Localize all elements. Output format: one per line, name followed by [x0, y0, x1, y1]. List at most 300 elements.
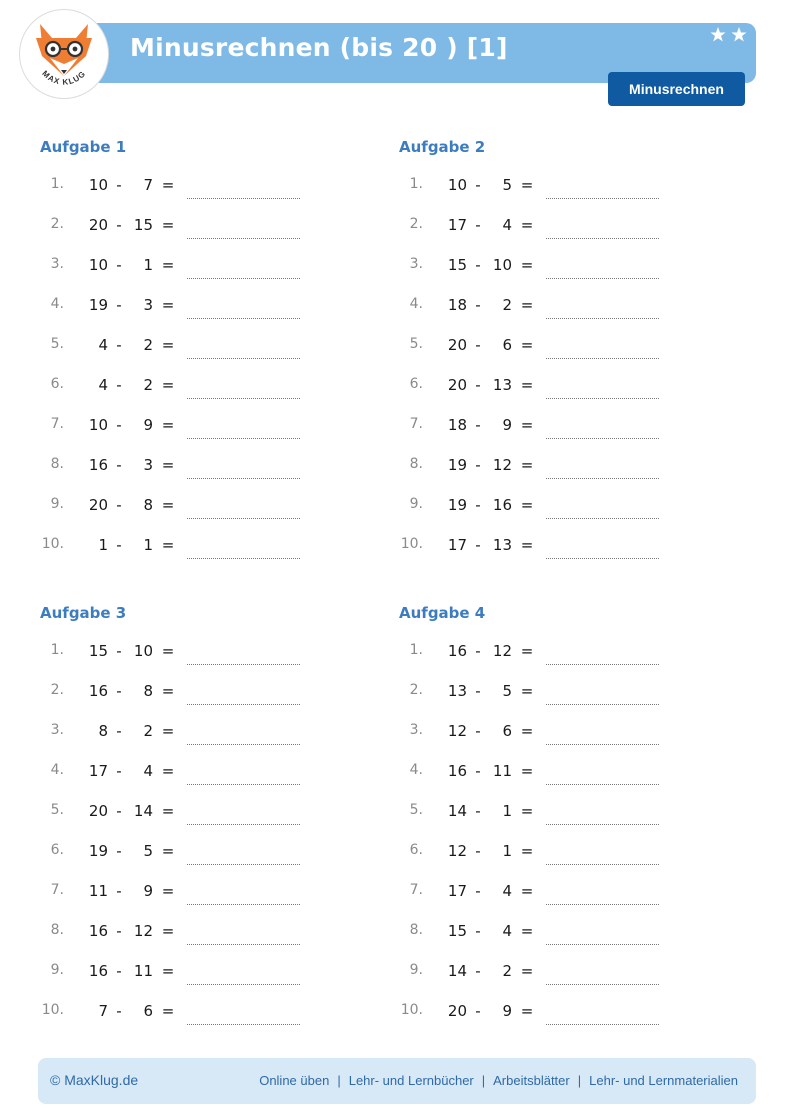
subtrahend: 2 — [143, 336, 153, 354]
minus-sign: - — [475, 682, 481, 700]
problem-row — [399, 326, 729, 366]
minuend: 19 — [447, 456, 467, 474]
minuend: 20 — [88, 496, 108, 514]
answer-line[interactable] — [546, 1024, 659, 1025]
minuend: 10 — [88, 256, 108, 274]
answer-line[interactable] — [546, 358, 659, 359]
problem-row — [399, 406, 729, 446]
minus-sign: - — [475, 256, 481, 274]
minuend: 14 — [447, 802, 467, 820]
problem-number: 10. — [400, 536, 423, 552]
answer-line[interactable] — [546, 238, 659, 239]
equals-sign: = — [161, 1002, 175, 1020]
answer-line[interactable] — [546, 558, 659, 559]
star-icon — [732, 27, 747, 42]
equals-sign: = — [520, 842, 534, 860]
minuend: 12 — [447, 722, 467, 740]
subtrahend: 1 — [502, 842, 512, 860]
answer-line[interactable] — [187, 744, 300, 745]
footer-link-lernbuecher[interactable]: Lehr- und Lernbücher — [348, 1073, 474, 1088]
minuend: 20 — [88, 802, 108, 820]
answer-line[interactable] — [187, 278, 300, 279]
answer-line[interactable] — [187, 784, 300, 785]
equals-sign: = — [520, 336, 534, 354]
problem-number: 5. — [409, 336, 423, 352]
minuend: 13 — [447, 682, 467, 700]
answer-line[interactable] — [546, 824, 659, 825]
minus-sign: - — [475, 722, 481, 740]
problem-row — [399, 672, 729, 712]
problem-row — [399, 632, 729, 672]
equals-sign: = — [161, 456, 175, 474]
subtrahend: 5 — [502, 176, 512, 194]
subtrahend: 12 — [492, 642, 512, 660]
answer-line[interactable] — [187, 664, 300, 665]
equals-sign: = — [520, 722, 534, 740]
equals-sign: = — [520, 216, 534, 234]
equals-sign: = — [161, 762, 175, 780]
problem-number: 6. — [50, 842, 64, 858]
equals-sign: = — [161, 842, 175, 860]
problem-row — [40, 446, 370, 486]
minus-sign: - — [116, 682, 122, 700]
problem-row — [399, 206, 729, 246]
answer-line[interactable] — [187, 438, 300, 439]
subtrahend: 4 — [502, 216, 512, 234]
minuend: 16 — [447, 642, 467, 660]
problem-number: 3. — [409, 256, 423, 272]
subtrahend: 9 — [143, 416, 153, 434]
subtrahend: 1 — [143, 256, 153, 274]
subtrahend: 9 — [143, 882, 153, 900]
problem-number: 7. — [409, 882, 423, 898]
subtrahend: 4 — [143, 762, 153, 780]
problem-row — [399, 286, 729, 326]
minuend: 15 — [447, 256, 467, 274]
subtrahend: 15 — [133, 216, 153, 234]
problem-number: 4. — [409, 296, 423, 312]
answer-line[interactable] — [546, 744, 659, 745]
minuend: 16 — [88, 962, 108, 980]
problem-row — [40, 912, 370, 952]
equals-sign: = — [161, 802, 175, 820]
subtrahend: 2 — [502, 962, 512, 980]
problem-row — [399, 486, 729, 526]
minuend: 20 — [447, 1002, 467, 1020]
minuend: 7 — [98, 1002, 108, 1020]
problem-row — [399, 526, 729, 566]
problem-row — [40, 672, 370, 712]
minuend: 19 — [88, 842, 108, 860]
equals-sign: = — [520, 922, 534, 940]
minus-sign: - — [475, 216, 481, 234]
minuend: 20 — [447, 336, 467, 354]
equals-sign: = — [520, 682, 534, 700]
equals-sign: = — [161, 922, 175, 940]
problem-row — [40, 246, 370, 286]
subtrahend: 10 — [492, 256, 512, 274]
problem-row — [399, 246, 729, 286]
section-title: Aufgabe 4 — [399, 604, 486, 622]
answer-line[interactable] — [546, 664, 659, 665]
minus-sign: - — [116, 802, 122, 820]
problem-number: 9. — [50, 962, 64, 978]
category-badge[interactable]: Minusrechnen — [608, 72, 745, 106]
problem-number: 10. — [41, 1002, 64, 1018]
minus-sign: - — [116, 762, 122, 780]
equals-sign: = — [161, 536, 175, 554]
footer — [38, 1058, 756, 1104]
subtrahend: 6 — [502, 336, 512, 354]
fox-icon — [20, 10, 108, 98]
equals-sign: = — [520, 456, 534, 474]
minus-sign: - — [475, 176, 481, 194]
problem-number: 7. — [409, 416, 423, 432]
minuend: 16 — [447, 762, 467, 780]
subtrahend: 1 — [143, 536, 153, 554]
equals-sign: = — [520, 882, 534, 900]
minus-sign: - — [475, 802, 481, 820]
answer-line[interactable] — [187, 904, 300, 905]
problem-number: 1. — [50, 642, 64, 658]
minus-sign: - — [116, 216, 122, 234]
exercise-section — [399, 604, 739, 1044]
minus-sign: - — [116, 296, 122, 314]
problem-number: 3. — [409, 722, 423, 738]
minuend: 8 — [98, 722, 108, 740]
minuend: 20 — [447, 376, 467, 394]
equals-sign: = — [520, 296, 534, 314]
minuend: 10 — [88, 176, 108, 194]
equals-sign: = — [161, 296, 175, 314]
exercise-section — [40, 138, 380, 578]
subtrahend: 8 — [143, 496, 153, 514]
problem-row — [40, 406, 370, 446]
problem-row — [399, 872, 729, 912]
answer-line[interactable] — [187, 478, 300, 479]
minuend: 17 — [447, 536, 467, 554]
minus-sign: - — [116, 722, 122, 740]
equals-sign: = — [520, 256, 534, 274]
problem-number: 6. — [409, 376, 423, 392]
problem-number: 7. — [50, 882, 64, 898]
answer-line[interactable] — [546, 318, 659, 319]
problem-number: 8. — [50, 922, 64, 938]
subtrahend: 2 — [502, 296, 512, 314]
equals-sign: = — [520, 376, 534, 394]
problem-row — [40, 952, 370, 992]
answer-line[interactable] — [187, 1024, 300, 1025]
minuend: 16 — [88, 922, 108, 940]
equals-sign: = — [520, 762, 534, 780]
problem-number: 2. — [50, 216, 64, 232]
answer-line[interactable] — [187, 824, 300, 825]
answer-line[interactable] — [187, 518, 300, 519]
problem-row — [399, 912, 729, 952]
minus-sign: - — [475, 762, 481, 780]
minuend: 4 — [98, 336, 108, 354]
subtrahend: 13 — [492, 536, 512, 554]
problem-row — [40, 712, 370, 752]
subtrahend: 13 — [492, 376, 512, 394]
minus-sign: - — [475, 922, 481, 940]
equals-sign: = — [161, 962, 175, 980]
minus-sign: - — [116, 376, 122, 394]
problem-row — [40, 206, 370, 246]
problem-row — [40, 632, 370, 672]
equals-sign: = — [161, 722, 175, 740]
minuend: 10 — [447, 176, 467, 194]
minus-sign: - — [475, 1002, 481, 1020]
subtrahend: 7 — [143, 176, 153, 194]
problem-row — [40, 286, 370, 326]
equals-sign: = — [161, 682, 175, 700]
minuend: 12 — [447, 842, 467, 860]
subtrahend: 9 — [502, 1002, 512, 1020]
section-title: Aufgabe 3 — [40, 604, 127, 622]
problem-row — [399, 832, 729, 872]
subtrahend: 11 — [133, 962, 153, 980]
problem-row — [40, 326, 370, 366]
minus-sign: - — [116, 456, 122, 474]
problem-row — [399, 792, 729, 832]
answer-line[interactable] — [546, 198, 659, 199]
subtrahend: 4 — [502, 882, 512, 900]
equals-sign: = — [520, 642, 534, 660]
answer-line[interactable] — [187, 704, 300, 705]
problem-row — [399, 992, 729, 1032]
problem-row — [399, 166, 729, 206]
problem-number: 1. — [409, 176, 423, 192]
equals-sign: = — [520, 496, 534, 514]
exercise-section — [399, 138, 739, 578]
subtrahend: 16 — [492, 496, 512, 514]
problem-number: 3. — [50, 256, 64, 272]
answer-line[interactable] — [546, 398, 659, 399]
problem-row — [40, 872, 370, 912]
minus-sign: - — [475, 536, 481, 554]
section-title: Aufgabe 2 — [399, 138, 486, 156]
problem-row — [40, 526, 370, 566]
minuend: 10 — [88, 416, 108, 434]
problem-number: 8. — [50, 456, 64, 472]
subtrahend: 6 — [143, 1002, 153, 1020]
problem-number: 6. — [50, 376, 64, 392]
minuend: 17 — [88, 762, 108, 780]
minuend: 4 — [98, 376, 108, 394]
equals-sign: = — [520, 962, 534, 980]
minus-sign: - — [475, 376, 481, 394]
subtrahend: 3 — [143, 456, 153, 474]
problem-number: 9. — [409, 496, 423, 512]
problem-number: 4. — [50, 762, 64, 778]
minus-sign: - — [116, 256, 122, 274]
answer-line[interactable] — [187, 238, 300, 239]
subtrahend: 3 — [143, 296, 153, 314]
answer-line[interactable] — [187, 198, 300, 199]
problem-row — [40, 992, 370, 1032]
minus-sign: - — [475, 296, 481, 314]
minuend: 16 — [88, 682, 108, 700]
answer-line[interactable] — [187, 318, 300, 319]
subtrahend: 9 — [502, 416, 512, 434]
minus-sign: - — [475, 642, 481, 660]
answer-line[interactable] — [546, 864, 659, 865]
problem-number: 2. — [409, 216, 423, 232]
equals-sign: = — [161, 376, 175, 394]
subtrahend: 14 — [133, 802, 153, 820]
answer-line[interactable] — [546, 478, 659, 479]
equals-sign: = — [161, 216, 175, 234]
answer-line[interactable] — [187, 558, 300, 559]
minuend: 19 — [447, 496, 467, 514]
equals-sign: = — [161, 882, 175, 900]
minus-sign: - — [475, 456, 481, 474]
minus-sign: - — [116, 496, 122, 514]
minus-sign: - — [475, 496, 481, 514]
minuend: 20 — [88, 216, 108, 234]
section-title: Aufgabe 1 — [40, 138, 127, 156]
problem-row — [399, 752, 729, 792]
footer-copyright: © MaxKlug.de — [50, 1072, 139, 1088]
equals-sign: = — [161, 256, 175, 274]
problem-number: 2. — [409, 682, 423, 698]
minus-sign: - — [116, 1002, 122, 1020]
subtrahend: 5 — [143, 842, 153, 860]
problem-number: 1. — [50, 176, 64, 192]
minuend: 14 — [447, 962, 467, 980]
answer-line[interactable] — [546, 704, 659, 705]
minuend: 16 — [88, 456, 108, 474]
equals-sign: = — [520, 802, 534, 820]
minus-sign: - — [116, 176, 122, 194]
problem-number: 5. — [50, 336, 64, 352]
minus-sign: - — [475, 842, 481, 860]
problem-row — [40, 752, 370, 792]
footer-links — [259, 1073, 738, 1088]
subtrahend: 11 — [492, 762, 512, 780]
minus-sign: - — [116, 962, 122, 980]
subtrahend: 12 — [133, 922, 153, 940]
subtrahend: 4 — [502, 922, 512, 940]
answer-line[interactable] — [187, 944, 300, 945]
subtrahend: 6 — [502, 722, 512, 740]
subtrahend: 8 — [143, 682, 153, 700]
footer-separator: | — [577, 1073, 582, 1088]
equals-sign: = — [161, 416, 175, 434]
minus-sign: - — [116, 922, 122, 940]
problem-row — [40, 366, 370, 406]
minuend: 15 — [88, 642, 108, 660]
minus-sign: - — [116, 336, 122, 354]
minuend: 11 — [88, 882, 108, 900]
minuend: 18 — [447, 296, 467, 314]
footer-separator: | — [481, 1073, 486, 1088]
problem-number: 8. — [409, 456, 423, 472]
problem-number: 4. — [50, 296, 64, 312]
equals-sign: = — [161, 496, 175, 514]
subtrahend: 1 — [502, 802, 512, 820]
problem-number: 10. — [41, 536, 64, 552]
minuend: 17 — [447, 216, 467, 234]
minuend: 18 — [447, 416, 467, 434]
subtrahend: 2 — [143, 376, 153, 394]
answer-line[interactable] — [546, 518, 659, 519]
answer-line[interactable] — [546, 984, 659, 985]
star-icon — [711, 27, 726, 42]
minus-sign: - — [475, 962, 481, 980]
equals-sign: = — [520, 176, 534, 194]
equals-sign: = — [161, 642, 175, 660]
answer-line[interactable] — [187, 864, 300, 865]
subtrahend: 2 — [143, 722, 153, 740]
minus-sign: - — [116, 536, 122, 554]
page-title: Minusrechnen (bis 20 ) [1] — [130, 33, 508, 62]
maxklug-logo[interactable] — [19, 9, 109, 99]
equals-sign: = — [520, 1002, 534, 1020]
problem-number: 5. — [50, 802, 64, 818]
equals-sign: = — [161, 336, 175, 354]
minus-sign: - — [475, 416, 481, 434]
problem-row — [399, 712, 729, 752]
problem-row — [399, 446, 729, 486]
minuend: 15 — [447, 922, 467, 940]
equals-sign: = — [161, 176, 175, 194]
problem-number: 8. — [409, 922, 423, 938]
minus-sign: - — [475, 336, 481, 354]
problem-row — [40, 792, 370, 832]
answer-line[interactable] — [546, 438, 659, 439]
problem-row — [40, 486, 370, 526]
svg-text:MAX KLUG: MAX KLUG — [40, 68, 88, 87]
minuend: 1 — [98, 536, 108, 554]
rating-stars — [710, 26, 750, 44]
footer-link-arbeitsblaetter[interactable]: Arbeitsblätter — [493, 1073, 570, 1088]
answer-line[interactable] — [546, 278, 659, 279]
minus-sign: - — [116, 416, 122, 434]
footer-separator: | — [337, 1073, 341, 1088]
problem-number: 5. — [409, 802, 423, 818]
equals-sign: = — [520, 536, 534, 554]
minus-sign: - — [116, 642, 122, 660]
problem-number: 6. — [409, 842, 423, 858]
answer-line[interactable] — [546, 904, 659, 905]
equals-sign: = — [520, 416, 534, 434]
minus-sign: - — [475, 882, 481, 900]
answer-line[interactable] — [187, 398, 300, 399]
problem-number: 2. — [50, 682, 64, 698]
exercise-section — [40, 604, 380, 1044]
problem-number: 10. — [400, 1002, 423, 1018]
minuend: 19 — [88, 296, 108, 314]
footer-link-lernmaterialien[interactable]: Lehr- und Lernmaterialien — [589, 1073, 738, 1088]
footer-link-online-ueben[interactable]: Online üben — [259, 1073, 330, 1088]
subtrahend: 12 — [492, 456, 512, 474]
minus-sign: - — [116, 882, 122, 900]
answer-line[interactable] — [546, 784, 659, 785]
subtrahend: 5 — [502, 682, 512, 700]
answer-line[interactable] — [546, 944, 659, 945]
minus-sign: - — [116, 842, 122, 860]
problem-number: 4. — [409, 762, 423, 778]
problem-number: 3. — [50, 722, 64, 738]
answer-line[interactable] — [187, 358, 300, 359]
problem-row — [40, 166, 370, 206]
problem-number: 7. — [50, 416, 64, 432]
problem-number: 9. — [409, 962, 423, 978]
answer-line[interactable] — [187, 984, 300, 985]
problem-row — [399, 952, 729, 992]
